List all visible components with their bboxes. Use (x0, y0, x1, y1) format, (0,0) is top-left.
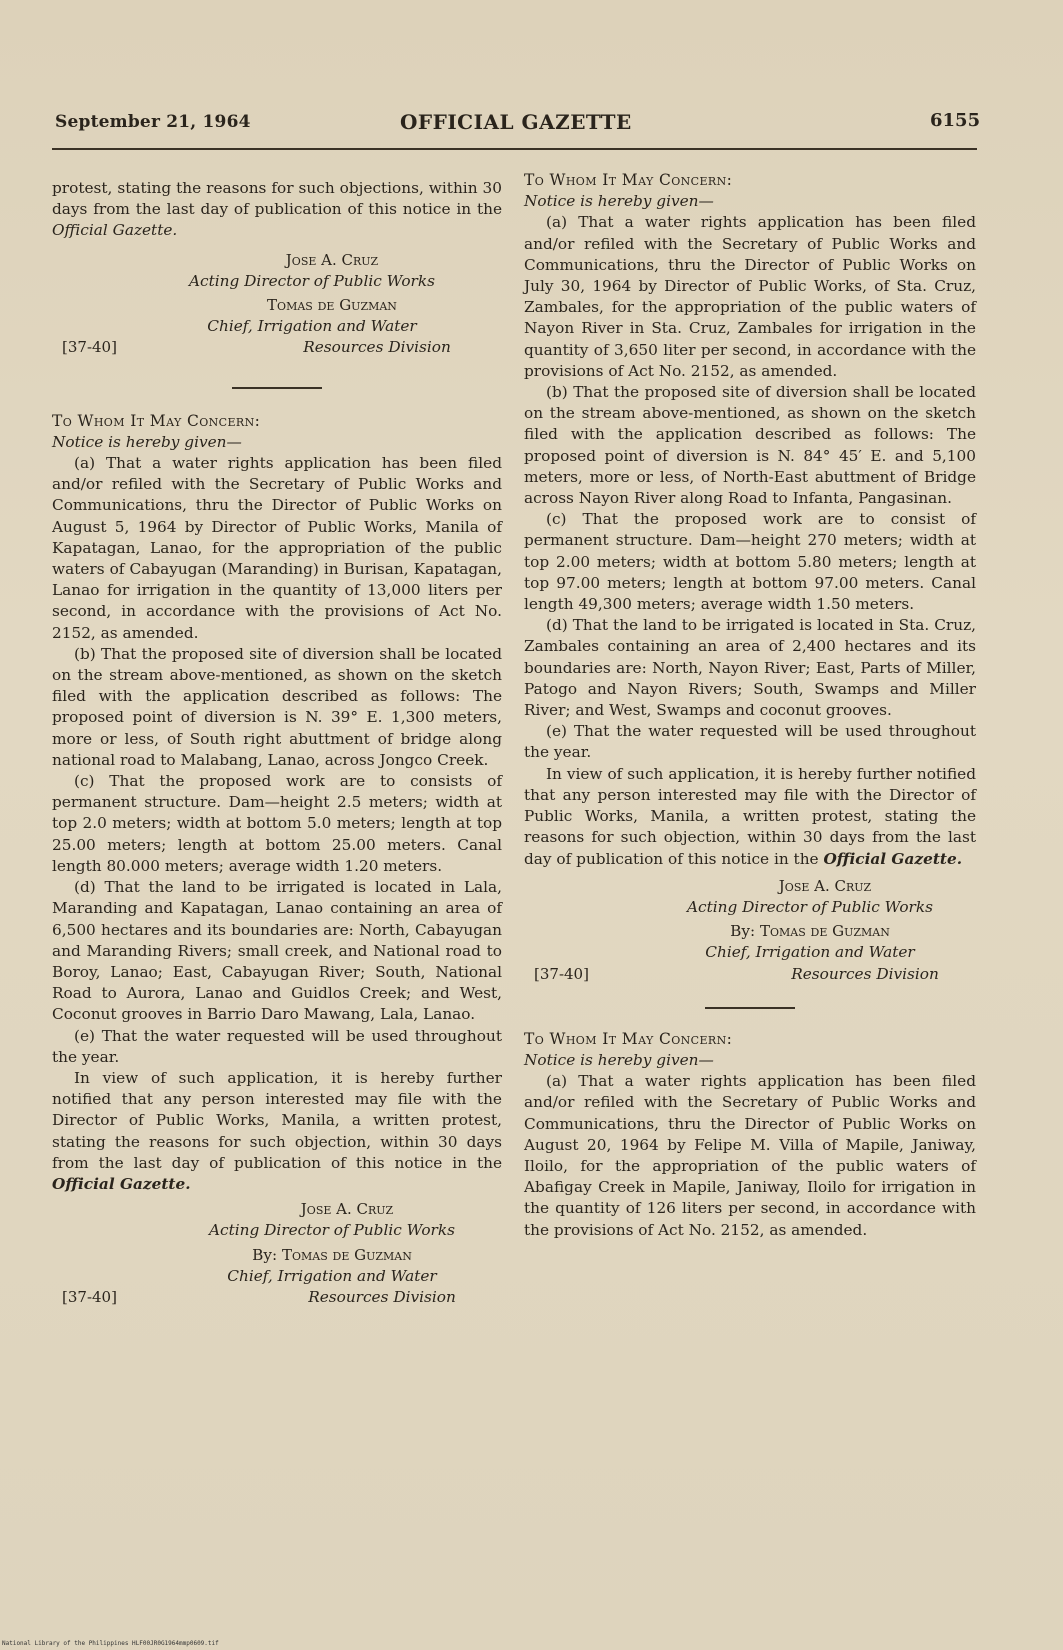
paragraph-d: (d) That the land to be irrigated is located in Sta. Cruz, Zambales containing an area of 2,400 hectares and its boundaries are: North, Nayon River; East, Parts of Miller, Patogo and Nayon Rivers; South, Swamps and Miller River; and West, Swamps and coconut grooves. (524, 616, 976, 720)
reference-code: [37-40] (534, 964, 589, 983)
signatory-name: Jose A. Cruz (300, 1200, 394, 1219)
header-title: OFFICIAL GAZETTE (400, 110, 632, 134)
paragraph-view: In view of such application, it is hereby further notified that any person interested may file with the Director of Public Works, Manila, a written protest, stating the reasons for such objection, within 30 days from the last day of publication of this notice in the Official Gazette. (52, 1068, 502, 1193)
signatory-line: By: Tomas de Guzman (730, 922, 890, 941)
page-number: 6155 (930, 110, 981, 131)
notice-subheading: Notice is hereby given— (524, 1050, 714, 1069)
paragraph-d: (d) That the land to be irrigated is located in Lala, Maranding and Kapatagan, Lanao containing an area of 6,500 hectares and its boundaries are: North, Cabayugan and Maranding Rivers; small creek, and National road to Boroy, Lanao; East, Cabayugan River; South, National Road to Aurora, Lanao and Guidlos Creek; and West, Coconut grooves in Barrio Daro Mawang, Lala, Lanao. (52, 878, 502, 1024)
signatory-role: Resources Division (308, 1287, 456, 1306)
signatory-name: Tomas de Guzman (267, 296, 397, 315)
paragraph-c: (c) That the proposed work are to consists of permanent structure. Dam—height 2.5 meters; width at top 2.0 meters; width at bottom 5.0 meters; length at top 25.00 meters; length at bottom 25.00 meters. Canal length 80.000 meters; average width 1.20 meters. (52, 772, 502, 875)
signatory-role: Acting Director of Public Works (209, 1221, 455, 1240)
signatory-role: Resources Division (791, 964, 939, 983)
paragraph-view: In view of such application, it is hereby further notified that any person interested may file with the Director of Public Works, Manila, a written protest, stating the reasons for such objection, within 30 days from the last day of publication of this notice in the Official Gazette. (524, 764, 976, 868)
signatory-role: Chief, Irrigation and Water (705, 943, 915, 962)
paragraph-e: (e) That the water requested will be used throughout the year. (524, 722, 976, 762)
section-divider (705, 1007, 795, 1009)
notice-heading: To Whom It May Concern: (524, 1029, 733, 1048)
paragraph-a: (a) That a water rights application has been filed and/or refiled with the Secretary of Public Works and Communications, thru the Director of Public Works on August 5, 1964 by Director of Public Works, Manila of Kapatagan, Lanao, for the appropriation of the public waters of Cabayugan (Maranding) in Burisan, Kapatagan, Lanao for irrigation in the quantity of 13,000 liters per second, in accordance with the provisions of Act No. 2152, as amended. (52, 454, 502, 642)
paragraph-b: (b) That the proposed site of diversion shall be located on the stream above-mentioned, as shown on the sketch filed with the application described as follows: The proposed point of diversion is N. 39° E. 1,300 meters, more or less, of South right abuttment of bridge along national road to Malabang, Lanao, across Jongco Creek. (52, 644, 502, 769)
reference-code: [37-40] (62, 1287, 117, 1306)
header-date: September 21, 1964 (55, 112, 251, 132)
paragraph-b: (b) That the proposed site of diversion shall be located on the stream above-mentioned, as shown on the sketch filed with the application described as follows: The proposed point of diversion is N. 84° 45′ E. and 5,100 meters, more or less, of North-East abuttment of Bridge across Nayon River along Road to Infanta, Pangasinan. (524, 383, 976, 508)
notice-heading: To Whom It May Concern: (52, 411, 261, 430)
paragraph-e: (e) That the water requested will be used throughout the year. (52, 1026, 502, 1066)
signatory-role: Resources Division (303, 338, 451, 357)
section-divider (232, 387, 322, 389)
reference-code: [37-40] (62, 338, 117, 357)
left-column (52, 178, 502, 1308)
left-signature-block-1 (52, 250, 502, 359)
paragraph-a: (a) That a water rights application has been filed and/or refiled with the Secretary of Public Works and Communications, thru the Director of Public Works on August 20, 1964 by Felipe M. Villa of Mapile, Janiway, Iloilo, for the appropriation of the public waters of Abafigay Creek in Mapile, Janiway, Iloilo for irrigation in the quantity of 126 liters per second, in accordance with the provisions of Act No. 2152, as amended. (524, 1072, 976, 1239)
signatory-role: Chief, Irrigation and Water (207, 317, 417, 336)
signatory-role: Chief, Irrigation and Water (227, 1266, 437, 1285)
right-column (524, 170, 976, 1241)
notice-subheading: Notice is hereby given— (524, 192, 714, 211)
signatory-role: Acting Director of Public Works (189, 271, 435, 290)
right-signature-block (524, 876, 976, 985)
signatory-name: Tomas de Guzman (760, 922, 890, 941)
left-signature-block-2 (52, 1199, 502, 1308)
scan-footer: National Library of the Philippines HLF00JR0G1964mmp0609.tif (2, 1640, 219, 1647)
signatory-name: Jose A. Cruz (778, 876, 872, 895)
notice-subheading: Notice is hereby given— (52, 432, 242, 451)
notice-heading: To Whom It May Concern: (524, 171, 733, 189)
signatory-line: By: Tomas de Guzman (252, 1245, 412, 1264)
paragraph-c: (c) That the proposed work are to consist of permanent structure. Dam—height 270 meters; width at top 2.00 meters; width at bottom 5.80 meters; length at top 97.00 meters; length at bottom 97.00 meters. Canal length 49,300 meters; average width 1.50 meters. (524, 510, 976, 614)
signatory-role: Acting Director of Public Works (687, 897, 933, 916)
signatory-name: Jose A. Cruz (285, 250, 379, 269)
paragraph-a: (a) That a water rights application has been filed and/or refiled with the Secretary of Public Works and Communications, thru the Director of Public Works on July 30, 1964 by Director of Public Works, of Sta. Cruz, Zambales, for the appropriation of the public waters of Nayon River in Sta. Cruz, Zambales for irrigation in the quantity of 3,650 liter per second, in accordance with the provisions of Act No. 2152, as amended. (524, 213, 976, 380)
signatory-name: Tomas de Guzman (282, 1245, 412, 1264)
header-rule (52, 148, 977, 150)
left-intro-paragraph: protest, stating the reasons for such objections, within 30 days from the last day of publication of this notice in the Official Gazette. (52, 179, 502, 240)
